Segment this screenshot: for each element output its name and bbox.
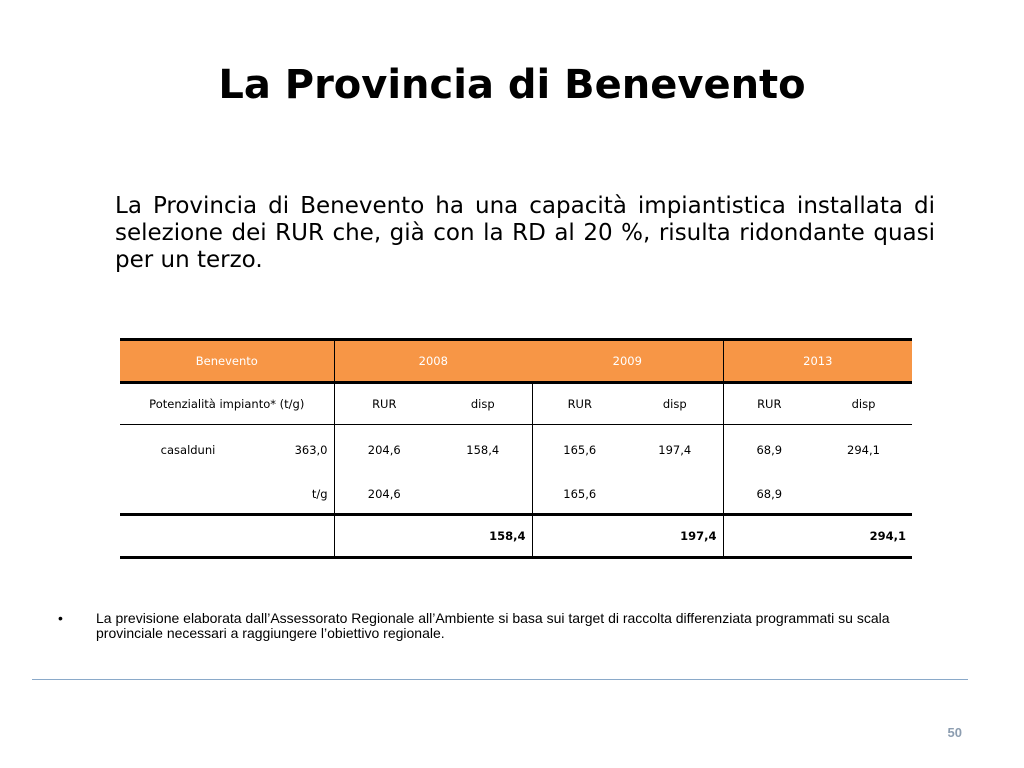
row-plant-name: casalduni — [160, 443, 216, 457]
footer-divider — [32, 679, 968, 680]
subheader-rur-2008: RUR — [334, 383, 434, 425]
page-number: 50 — [947, 725, 962, 740]
header-year-2013: 2013 — [723, 340, 912, 383]
table-header-row — [120, 340, 912, 383]
subheader-disp-2013: disp — [815, 383, 912, 425]
note-text: La previsione elaborata dall’Assessorato Regionale all’Ambiente si basa sui target di raccolta differenziata programmati su scala provinciale necessari a raggiungere l’obiettivo regionale. — [96, 610, 890, 641]
cell-disp-2008: 158,4 — [466, 443, 500, 457]
capacity-table — [120, 338, 912, 559]
table-row — [120, 475, 912, 515]
header-year-2008: 2008 — [334, 340, 532, 383]
cell-disp-2008 — [434, 475, 532, 515]
row-unit: t/g — [311, 487, 328, 501]
table-row — [120, 425, 912, 476]
cell-rur-2009: 165,6 — [532, 425, 627, 476]
cell-rur-2013: 68,9 — [723, 475, 815, 515]
total-2008: 158,4 — [334, 515, 532, 558]
cell-disp-2013: 294,1 — [847, 443, 880, 457]
note-item — [58, 611, 958, 641]
cell-rur-2008: 204,6 — [334, 475, 434, 515]
row-plant-name — [120, 475, 256, 515]
table-total-row — [120, 515, 912, 558]
subheader-rur-2009: RUR — [532, 383, 627, 425]
cell-rur-2013: 68,9 — [723, 425, 815, 476]
subheader-disp-2008: disp — [434, 383, 532, 425]
subheader-disp-2009: disp — [627, 383, 723, 425]
total-label-cell — [120, 515, 334, 558]
intro-paragraph: La Provincia di Benevento ha una capacità impiantistica installata di selezione dei RUR che, già con la RD al 20 %, risulta ridondante quasi per un terzo. — [115, 193, 935, 273]
cell-disp-2009: 197,4 — [658, 443, 692, 457]
header-region: Benevento — [120, 340, 334, 383]
subheader-rur-2013: RUR — [723, 383, 815, 425]
cell-rur-2009: 165,6 — [532, 475, 627, 515]
note-list — [58, 611, 958, 641]
slide-title: La Provincia di Benevento — [218, 62, 806, 108]
total-2013: 294,1 — [723, 515, 912, 558]
total-2009: 197,4 — [532, 515, 723, 558]
bullet-marker: • — [58, 610, 63, 626]
cell-rur-2008: 204,6 — [334, 425, 434, 476]
cell-disp-2013 — [815, 475, 912, 515]
row-plant-capacity: 363,0 — [294, 443, 328, 457]
table-subheader-row — [120, 383, 912, 425]
cell-disp-2009 — [627, 475, 723, 515]
header-year-2009: 2009 — [532, 340, 723, 383]
subheader-label: Potenzialità impianto* (t/g) — [120, 383, 334, 425]
